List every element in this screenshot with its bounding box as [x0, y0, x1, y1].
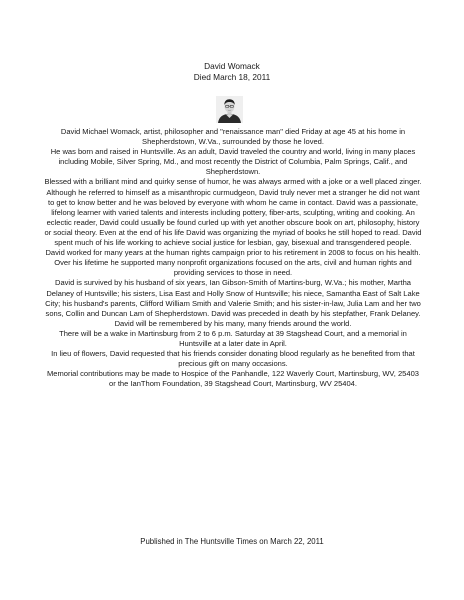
paragraph: In lieu of flowers, David requested that his friends consider donating blood regularly as he benefited from that precious gift on many occasions.: [51, 349, 415, 369]
paragraph: Memorial contributions may be made to Hospice of the Panhandle, 122 Waverly Court, Martinsburg, WV, 25403 or the IanThom Foundation, 39 Stagshead Court, Martinsburg, WV 25404.: [47, 369, 419, 389]
portrait-photo-icon: [216, 96, 243, 123]
paragraph: He was born and raised in Huntsville. As an adult, David traveled the country and world, living in many places including Mobile, Silver Spring, Md., and most recently the District of Columbia, Palm Springs, Calif., and Shepherdstown.: [50, 147, 416, 177]
obituary-header: [0, 61, 464, 83]
paragraph: David is survived by his husband of six years, Ian Gibson-Smith of Martins-burg, W.Va.; his mother, Martha Delaney of Huntsville; his sisters, Lisa East and Holly Snow of Huntsville; his niece, Samantha East of Salt Lake City; his husband's parents, Clifford William Smith and Valerie Smith; and his sister-in-law, Julia Lam and her two sons, Collin and Duncan Lam of Shepherdstown. David was preceded in death by his stepfather, Frank Delaney. David will be remembered by his many, many friends around the world.: [45, 278, 421, 328]
paragraph: There will be a wake in Martinsburg from 2 to 6 p.m. Saturday at 39 Stagshead Court, and a memorial in Huntsville at a later date in April.: [59, 328, 407, 348]
paragraph: David Michael Womack, artist, philosopher and "renaissance man" died Friday at age 45 at his home in Shepherdstown, W.Va., surrounded by those he loved.: [60, 127, 406, 147]
obituary-body: [44, 127, 422, 389]
portrait-photo: [216, 96, 243, 123]
paragraph: Blessed with a brilliant mind and quirky sense of humor, he was always armed with a joke or a well placed zinger. Although he referred to himself as a misanthropic curmudgeon, David truly never met a stranger he did not want to get to know better and he was beloved by everyone with whom he came in contact. David was a passionate, lifelong learner with varied talents and interests including pottery, fiber-arts, sculpting, writing and cooking. An eclectic reader, David could usually be found curled up with yet another obscure book on art, philosophy, history or social theory. Even at the end of his life David was organizing the myriad of books he still hoped to read. David spent much of his life working to achieve social justice for lesbian, gay, bisexual and transgendered people. David worked for many years at the human rights campaign prior to his retirement in 2008 to focus on his health. Over his lifetime he supported many nonprofit organizations focused on the arts, civil and human rights and providing services to those in need.: [44, 177, 422, 278]
publication-note: Published in The Huntsville Times on March 22, 2011: [140, 537, 324, 546]
date-of-death: Died March 18, 2011: [193, 72, 271, 82]
deceased-name: David Womack: [204, 61, 260, 71]
